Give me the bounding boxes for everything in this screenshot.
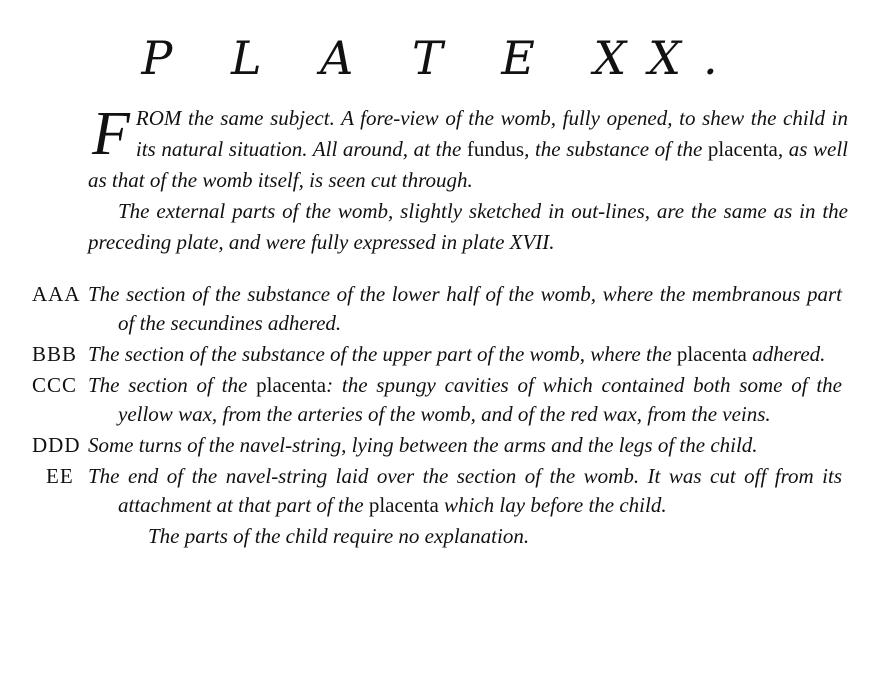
legend-key: CCC bbox=[32, 373, 78, 397]
legend-key: BBB bbox=[32, 342, 78, 366]
legend-description bbox=[88, 431, 842, 460]
plate-title: P L A T E XX. bbox=[141, 31, 740, 85]
legend-term: placenta bbox=[368, 493, 439, 517]
legend-item-ddd bbox=[32, 431, 842, 460]
legend-term: placenta bbox=[256, 373, 327, 397]
intro-text-part-2: , the substance of the bbox=[524, 137, 708, 161]
closing-note: The parts of the child require no explanation. bbox=[148, 524, 530, 548]
legend-text-part: adhered. bbox=[746, 342, 826, 366]
legend-description bbox=[88, 371, 842, 429]
legend-description bbox=[88, 340, 842, 369]
legend-item-aaa bbox=[32, 280, 842, 338]
intro-text-part-1: ROM the same subject. A fore-view of the womb, fully opened, to shew the child in its natural situation. All around, at the bbox=[135, 106, 848, 161]
legend-text-part: The section of the bbox=[88, 373, 257, 397]
intro-section bbox=[88, 100, 848, 258]
legend-key: EE bbox=[46, 464, 74, 488]
intro-paragraph-1 bbox=[88, 100, 848, 196]
legend-text-part: : the spungy cavities of which contained both some of the yellow wax, from the arteries of the womb, and of the red wax, from the veins. bbox=[118, 373, 842, 426]
legend-item-bbb bbox=[32, 340, 842, 369]
legend-term: placenta bbox=[676, 342, 747, 366]
legend-text-part: The section of the substance of the lower half of the womb, where the membranous part of the secundines adhered. bbox=[88, 282, 842, 335]
legend-text-part: Some turns of the navel-string, lying between the arms and the legs of the child. bbox=[88, 433, 758, 457]
legend-description bbox=[88, 280, 842, 338]
legend-item-ccc bbox=[32, 371, 842, 429]
legend-text-part: The end of the navel-string laid over the section of the womb. It was cut off from its attachment at that part of the bbox=[88, 464, 842, 517]
legend-text-part: which lay before the child. bbox=[438, 493, 667, 517]
legend-list bbox=[32, 280, 842, 551]
legend-text-part: The section of the substance of the upper part of the womb, where the bbox=[88, 342, 677, 366]
intro-term-placenta: placenta bbox=[707, 137, 778, 161]
drop-cap: F bbox=[92, 100, 130, 168]
legend-key: AAA bbox=[32, 282, 81, 306]
legend-key: DDD bbox=[32, 433, 81, 457]
legend-description bbox=[88, 462, 842, 520]
intro-paragraph-2: The external parts of the womb, slightly sketched in out-lines, are the same as in the preceding plate, and were fully expressed in plate XVII. bbox=[88, 199, 848, 254]
legend-item-ee bbox=[32, 462, 842, 520]
intro-term-fundus: fundus bbox=[466, 137, 525, 161]
intro-text-part-3: , as well as that of the womb itself, is seen cut through. bbox=[88, 137, 848, 192]
